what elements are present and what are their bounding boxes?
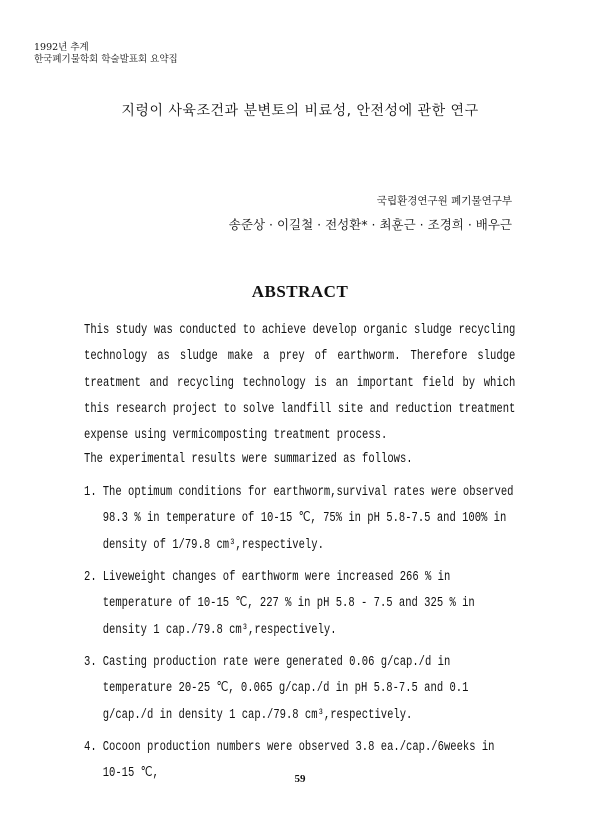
- result-item-text: The optimum conditions for earthworm,survival rates were observed 98.3 % in temperature of 10-15 ℃, 75% in pH 5.8-7.5 and 100% in density of 1/79.8 cm³,respectively.: [102, 485, 514, 553]
- header-proceedings-line: 한국폐기물학회 학술발표회 요약집: [34, 54, 178, 65]
- author-list: 송준상 · 이길철 · 전성환* · 최훈근 · 조경희 · 배우근: [228, 217, 512, 232]
- result-item-number: 2.: [84, 570, 97, 585]
- result-item-text: Casting production rate were generated 0.06 g/cap./d in temperature 20-25 ℃, 0.065 g/cap./d in pH 5.8-7.5 and 0.1 g/cap./d in density 1 cap./79.8 cm³,respectively.: [102, 655, 469, 723]
- result-item-text: Cocoon production numbers were observed 3.8 ea./cap./6weeks in 10-15 ℃,: [102, 740, 495, 782]
- paper-title: 지렁이 사육조건과 분변토의 비료성, 안전성에 관한 연구: [121, 103, 479, 119]
- abstract-intro-paragraph: This study was conducted to achieve develop organic sludge recycling technology as sludge make a prey of earthworm. Therefore sludge treatment and recycling technology is an important field by which this research project to solve landfill site and reduction treatment expense using vermicomposting treatment process.: [84, 323, 516, 444]
- result-item: [84, 650, 515, 729]
- results-lead-sentence: The experimental results were summarized as follows.: [84, 452, 413, 467]
- result-item-number: 1.: [84, 485, 97, 500]
- result-item-number: 3.: [84, 655, 97, 670]
- abstract-heading: ABSTRACT: [251, 282, 349, 301]
- header-year-line: 1992년 추계: [34, 42, 89, 53]
- result-item: [84, 480, 515, 559]
- page-number: 59: [294, 773, 306, 785]
- affiliation: 국립환경연구원 폐기물연구부: [376, 195, 512, 207]
- result-item-number: 4.: [84, 740, 97, 755]
- result-item: [84, 565, 515, 644]
- proceedings-header: [34, 42, 178, 66]
- result-item-text: Liveweight changes of earthworm were increased 266 % in temperature of 10-15 ℃, 227 % in pH 5.8 - 7.5 and 325 % in density 1 cap./79.8 cm³,respectively.: [102, 570, 475, 638]
